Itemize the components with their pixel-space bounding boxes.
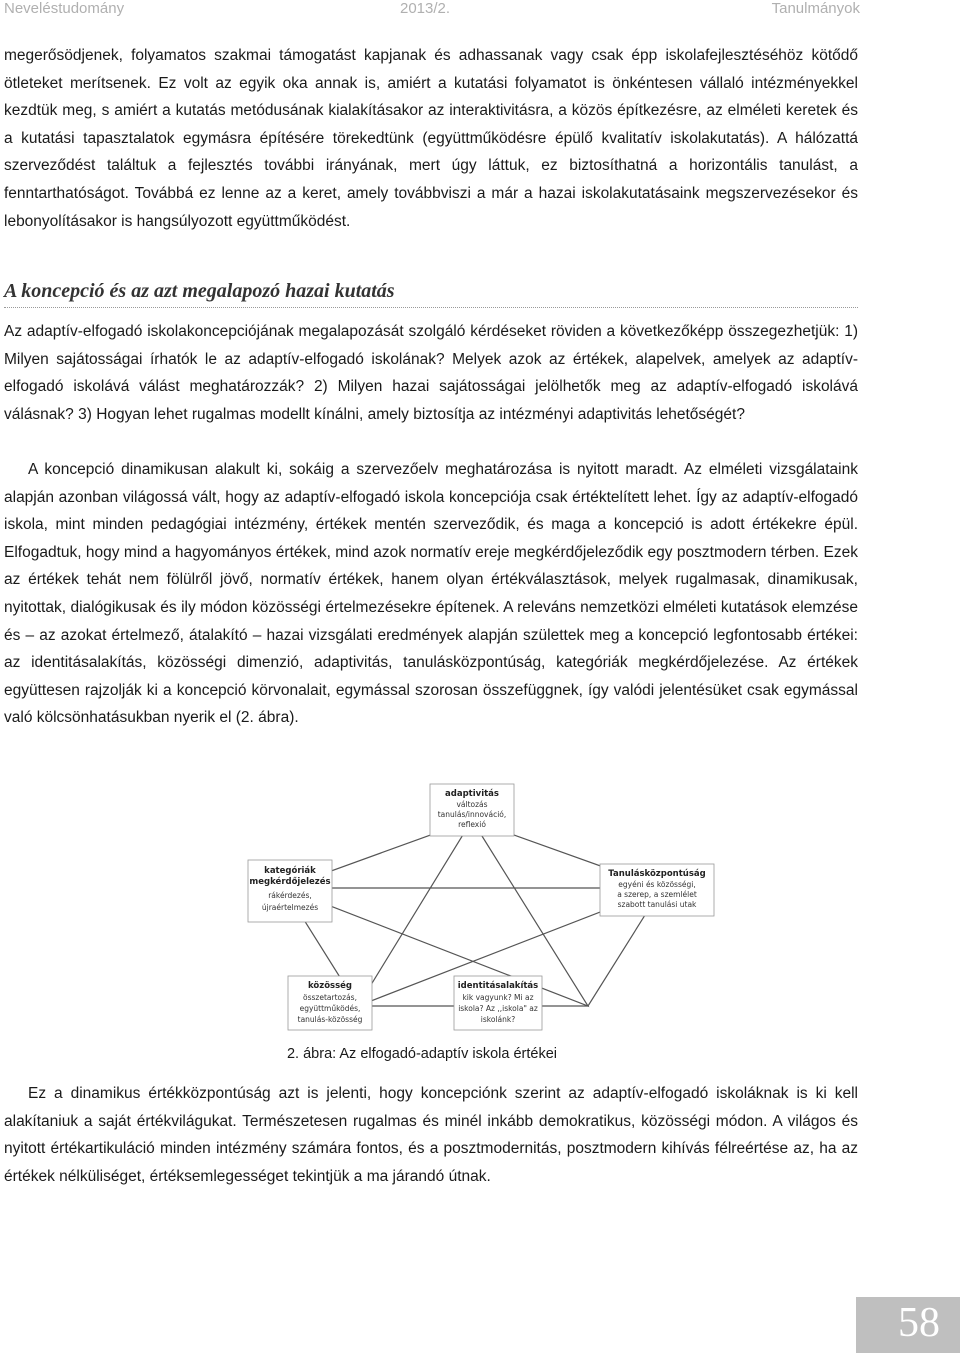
running-header	[0, 0, 960, 24]
node-categories-title: kategóriák	[264, 866, 316, 876]
pentagram-diagram	[244, 776, 724, 1046]
issue-number: 2013/2.	[400, 0, 451, 17]
svg-text:szabott tanulási utak: szabott tanulási utak	[617, 900, 697, 909]
node-adaptivity	[430, 784, 514, 836]
page-number: 58	[898, 1300, 940, 1346]
paragraph-4: Ez a dinamikus értékközpontúság azt is jelenti, hogy koncepciónk szerint az adaptív-elfogadó iskoláknak is ki kell alakítaniuk a saját értékvilágukat. Természetesen rugalmas és minél inkább demokratikus, közösségi módon. A világos és nyitott értékartikuláció minden intézmény számára fontos, és a posztmodernitás, posztmodern kihívás félreértése az, ha az értékek nélküliséget, értéksemlegességet tekintjük a ma járandó útnak.	[4, 1085, 858, 1185]
svg-text:kik vagyunk? Mi az: kik vagyunk? Mi az	[462, 993, 534, 1002]
node-community-title: közösség	[307, 981, 353, 991]
node-identity-title: identitásalakítás	[457, 981, 539, 991]
svg-text:reflexió: reflexió	[458, 820, 486, 829]
svg-text:egyéni és közösségi,: egyéni és közösségi,	[618, 880, 696, 889]
svg-text:iskola? Az ,,iskola" az: iskola? Az ,,iskola" az	[458, 1004, 538, 1013]
svg-text:összetartozás,: összetartozás,	[303, 993, 357, 1002]
values-diagram	[244, 776, 724, 1046]
svg-text:újraértelmezés: újraértelmezés	[261, 903, 319, 912]
svg-text:rákérdezés,: rákérdezés,	[268, 891, 312, 900]
svg-text:iskolánk?: iskolánk?	[480, 1015, 516, 1024]
node-learning-centered	[600, 864, 714, 916]
section-heading: A koncepció és az azt megalapozó hazai kutatás	[4, 280, 858, 308]
svg-text:tanulás-közösség: tanulás-közösség	[297, 1015, 363, 1024]
svg-text:együttműködés,: együttműködés,	[299, 1004, 361, 1013]
node-categories	[248, 860, 332, 922]
journal-name: Neveléstudomány	[4, 0, 125, 17]
node-community	[288, 976, 372, 1030]
svg-text:megkérdőjelezés: megkérdőjelezés	[249, 877, 331, 887]
svg-text:tanulás/innováció,: tanulás/innováció,	[437, 810, 507, 819]
node-identity	[454, 976, 542, 1030]
svg-text:a szerep, a szemlélet: a szerep, a szemlélet	[617, 890, 697, 899]
paragraph-3: A koncepció dinamikusan alakult ki, sokáig a szervezőelv meghatározása is nyitott maradt. Az elméleti vizsgálataink alapján azonban világossá vált, hogy az adaptív-elfogadó iskola koncepciója csak értéktelített lehet. Így az adaptív-elfogadó iskola, mint minden pedagógiai intézmény, értékek mentén szerveződik, és maga a koncepció is adott értékekre épül. Elfogadtuk, hogy mind a hagyományos értékek, mind azok normatív ereje megkérdőjeleződik egy posztmodern térben. Ezek az értékek tehát nem fölülről jövő, normatív értékek, hanem olyan értékválasztások, melyek rugalmasak, dinamikusak, nyitottak, dialógikusak és ily módon közösségi értelmezésekre építenek. A releváns nemzetközi elméleti kutatások elemzése és – az azokat értelmező, átalakító – hazai vizsgálati eredmények alapján születtek meg a koncepció legfontosabb értékei: az identitásalakítás, közösségi dimenzió, adaptivitás, tanulásközpontúság, kategóriák megkérdőjelezése. Az értékek együttesen rajzolják ki a koncepció körvonalait, egymással szorosan összefüggnek, így valódi jelentésüket csak egymással való kölcsönhatásukban nyerik el (2. ábra).	[4, 461, 858, 727]
page-number-box	[856, 1297, 960, 1353]
paragraph-2: Az adaptív-elfogadó iskolakoncepciójának megalapozását szolgáló kérdéseket röviden a következőképp összegezhetjük: 1) Milyen sajátosságai írhatók le az adaptív-elfogadó iskolának? Melyek azok az értékek, alapelvek, amelyek az adaptív-elfogadó iskolává válást meghatározzák? 2) Milyen hazai sajátosságai jelölhetők meg az adaptív-elfogadó iskolává válásnak? 3) Hogyan lehet rugalmas modellt kínálni, amely biztosítja az intézményi adaptivitás lehetőségét?	[4, 323, 858, 423]
node-adaptivity-title: adaptivitás	[445, 789, 499, 799]
section-name: Tanulmányok	[771, 0, 860, 17]
svg-text:változás: változás	[456, 800, 488, 809]
node-learning-title: Tanulásközpontúság	[608, 869, 706, 879]
paragraph-1: megerősödjenek, folyamatos szakmai támogatást kapjanak és adhassanak vagy csak épp iskolafejlesztéséhöz kötődő ötleteket merítsenek. Ez volt az egyik oka annak is, amiért a kutatási folyamatot is önkéntesen vállaló intézményekkel kezdtük meg, s amiért a kutatás metódusának kialakításakor az interaktivitásra, a közös építkezésre, az elméleti keretek és a kutatási tapasztalatok egymásra építésére törekedtünk (együttműködésre épülő kvalitatív iskolakutatás). A hálózattá szerveződést találtuk a fejlesztés további irányának, mert úgy láttuk, ez biztosíthatná a horizontális tanulást, a fenntarthatóságot. Továbbá ez lenne az a keret, amely továbbviszi a már a hazai iskolakutatásaink megszervezésekor és lebonyolításakor is hangsúlyozott együttműködést.	[4, 47, 858, 230]
figure-caption: 2. ábra: Az elfogadó-adaptív iskola értékei	[286, 1046, 558, 1062]
